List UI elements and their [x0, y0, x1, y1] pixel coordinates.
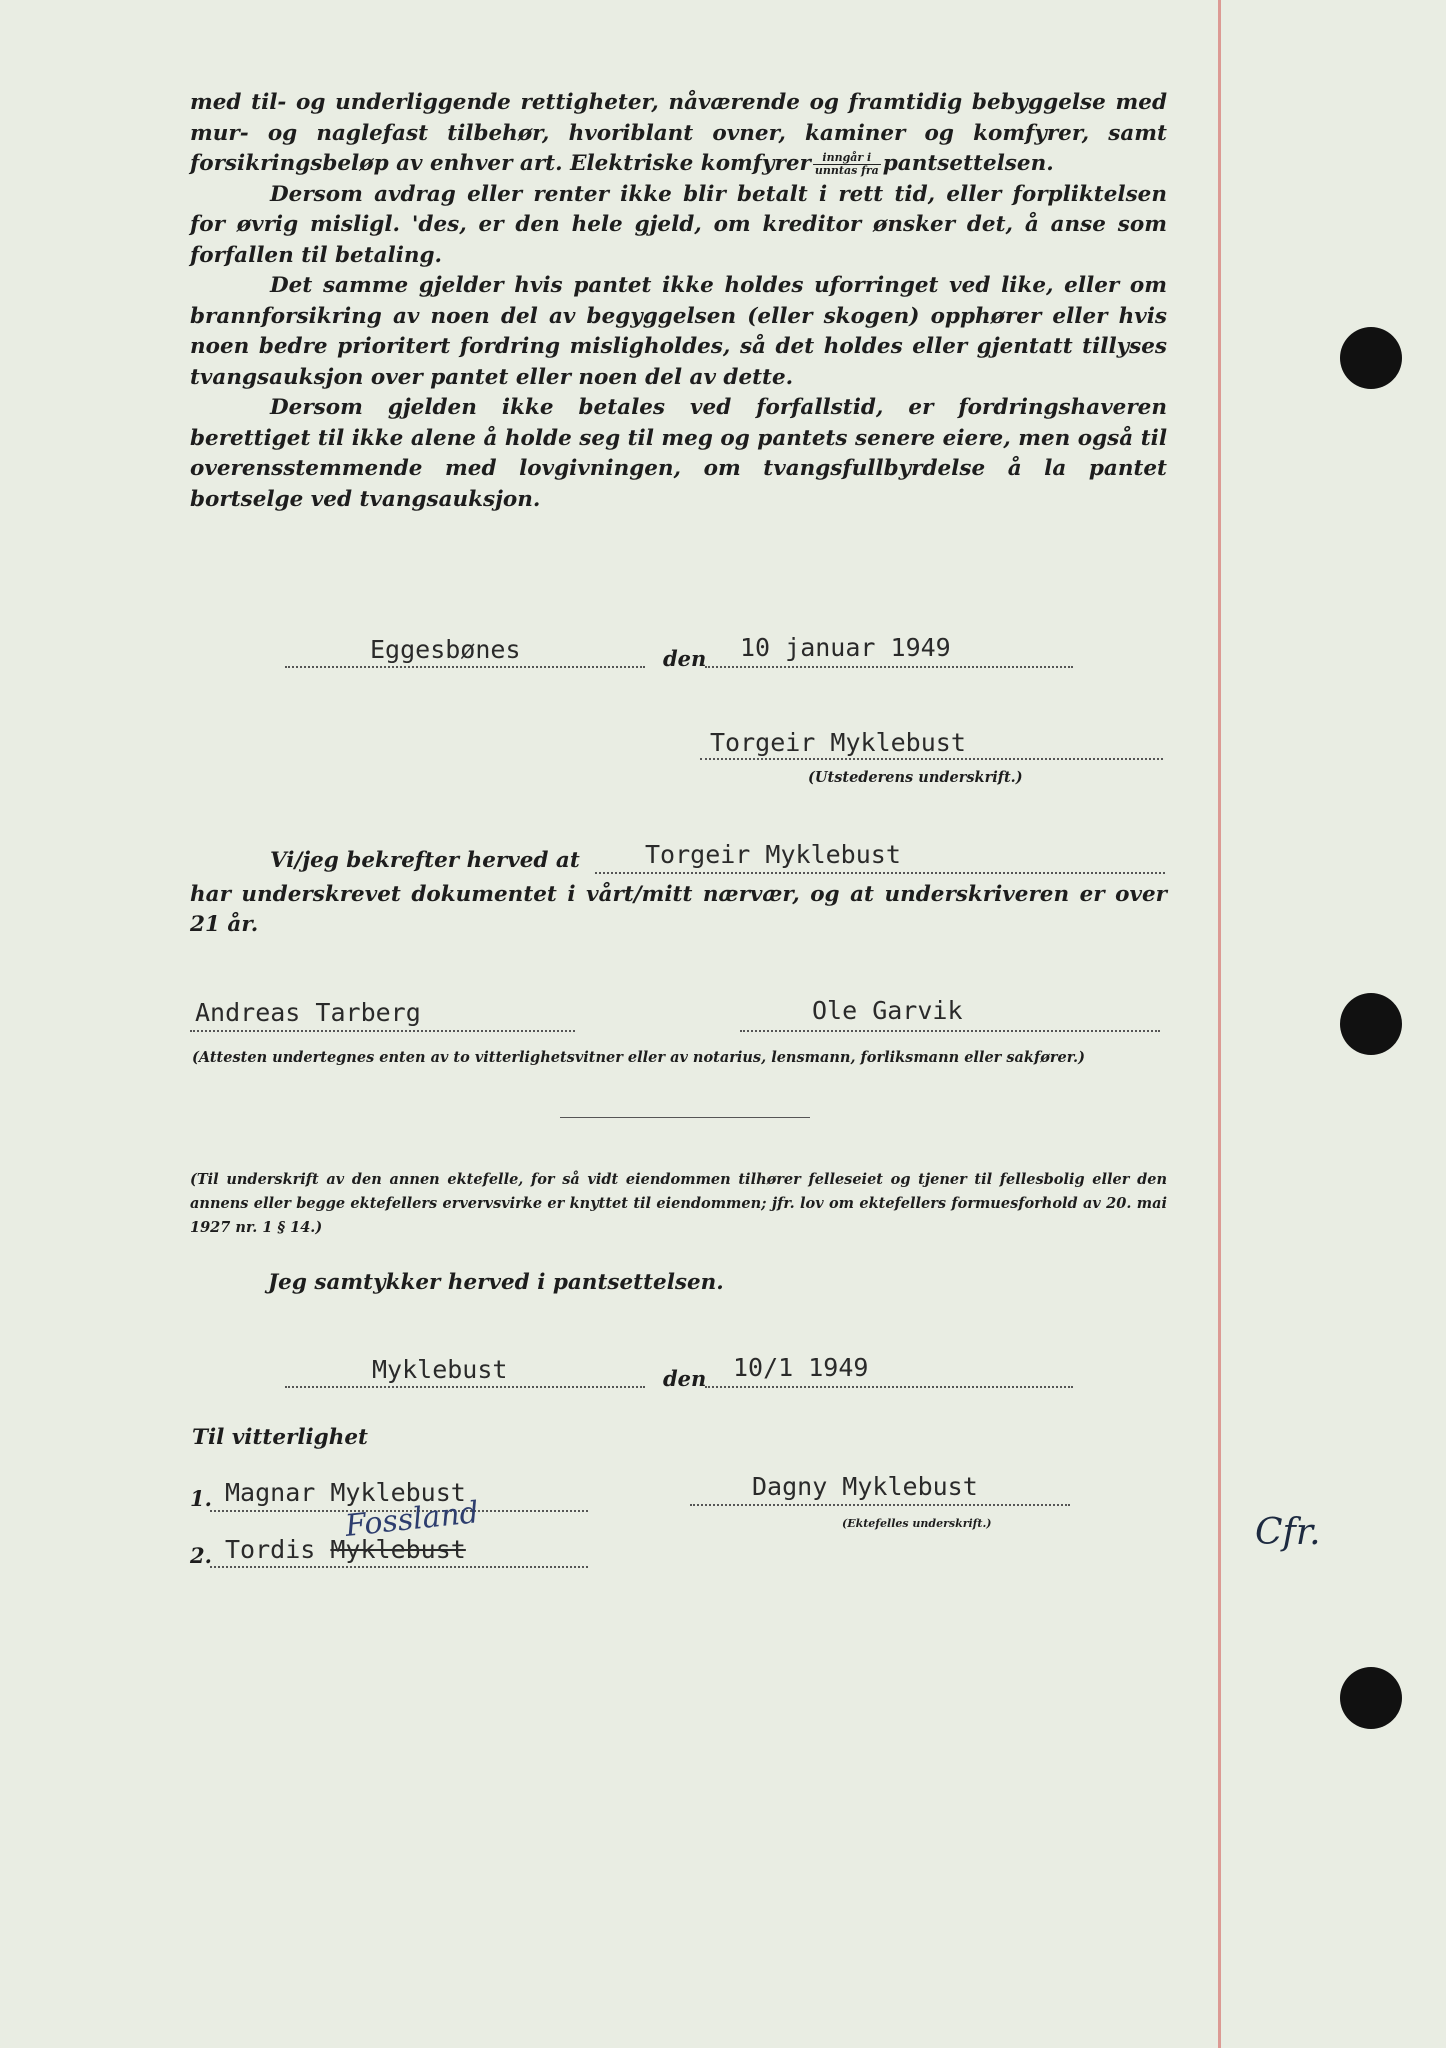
confirm-name: Torgeir Myklebust: [645, 840, 901, 869]
consent-witness-2-number: 2.: [190, 1543, 212, 1568]
separator-line: [560, 1117, 810, 1118]
spouse-signature: Dagny Myklebust: [752, 1472, 978, 1501]
punch-hole-top: [1340, 327, 1402, 389]
confirm-label: Vi/jeg bekrefter herved at: [270, 848, 580, 873]
margin-mark: Cfr.: [1255, 1512, 1321, 1553]
consent-text: Jeg samtykker herved i pantsettelsen.: [268, 1270, 724, 1295]
issue-date-line: [705, 666, 1073, 668]
spouse-signature-caption: (Ektefelles underskrift.): [842, 1517, 992, 1530]
punch-hole-bottom: [1340, 1667, 1402, 1729]
terms-paragraph-3: Det samme gjelder hvis pantet ikke holdes uforringet ved like, eller om brannforsikring av noen del av begyggelsen (eller skogen) opphører eller hvis noen bedre prioritert fordring misligholdes, så det holdes eller gjentatt tillyses tvangsauksjon over pantet eller noen del av dette.: [190, 273, 1167, 390]
consent-date: 10/1 1949: [733, 1353, 869, 1382]
confirm-name-line: [595, 872, 1165, 874]
handwritten-fossland: Fossland: [343, 1495, 481, 1544]
consent-date-line: [705, 1386, 1073, 1388]
terms-paragraph-2: Dersom avdrag eller renter ikke blir betalt i rett tid, eller forpliktelsen for øvrig misligl. 'des, er den hele gjeld, om kreditor ønsker det, å anse som forfallen til betaling.: [190, 181, 1167, 268]
consent-witness-2-signature: Tordis Myklebust: [225, 1535, 466, 1564]
issuer-signature: Torgeir Myklebust: [710, 728, 966, 757]
confirm-text: har underskrevet dokumentet i vårt/mitt nærvær, og at underskriveren er over 21 år.: [190, 882, 1167, 937]
til-vitterlighet: Til vitterlighet: [192, 1425, 368, 1450]
witness-1-line: [190, 1030, 575, 1032]
issuer-signature-line: [700, 758, 1163, 760]
witness-2-line: [740, 1030, 1160, 1032]
issue-date: 10 januar 1949: [740, 633, 951, 662]
terms-paragraph-4: Dersom gjelden ikke betales ved forfallstid, er fordringshaveren berettiget til ikke alene å holde seg til meg og pantets senere eiere, men også til overensstemmende med lovgivningen, om tvangsfullbyrdelse å la pantet bortselge ved tvangsauksjon.: [190, 395, 1167, 512]
spouse-signature-line: [690, 1504, 1070, 1506]
consent-place-line: [285, 1386, 645, 1388]
consent-place: Myklebust: [372, 1355, 508, 1384]
terms-paragraph-1: med til- og underliggende rettigheter, nåværende og framtidig bebyggelse med mur- og naglefast tilbehør, hvoriblant ovner, kaminer og komfyrer, samt forsikringsbeløp av enhver art. Elektriske komfyrer $\frac{\text{inngår i}}{\text{unntas fra}}$ pantsettelsen.: [190, 90, 1167, 177]
issue-place-line: [285, 666, 645, 668]
struck-surname: Myklebust: [330, 1535, 466, 1564]
witness-1-signature: Andreas Tarberg: [195, 998, 421, 1027]
issue-den-label: den: [663, 646, 707, 671]
spouse-note: (Til underskrift av den annen ektefelle, for så vidt eiendommen tilhører felleseiet og tjener til fellesbolig eller den annens eller begge ektefellers ervervsvirke er knyttet til eiendommen; jfr. lov om ektefellers formuesforhold av 20. mai 1927 nr. 1 § 14.): [190, 1171, 1167, 1236]
consent-witness-1-signature: Magnar Myklebust: [225, 1478, 466, 1507]
witness-2-signature: Ole Garvik: [812, 996, 963, 1025]
consent-witness-2-line: [210, 1566, 588, 1568]
terms-text: [190, 88, 1167, 515]
witness-note: (Attesten undertegnes enten av to vitterlighetsvitner eller av notarius, lensmann, forliksmann eller sakfører.): [192, 1049, 1085, 1066]
fraction-choice: $\frac{\text{inngår i}}{\text{unntas fra}}$: [814, 150, 879, 177]
consent-witness-1-number: 1.: [190, 1486, 212, 1511]
red-margin-line: [1218, 0, 1221, 2048]
consent-den-label: den: [663, 1366, 707, 1391]
issue-place: Eggesbønes: [370, 635, 521, 664]
issuer-signature-caption: (Utstederens underskrift.): [808, 769, 1023, 786]
punch-hole-middle: [1340, 993, 1402, 1055]
